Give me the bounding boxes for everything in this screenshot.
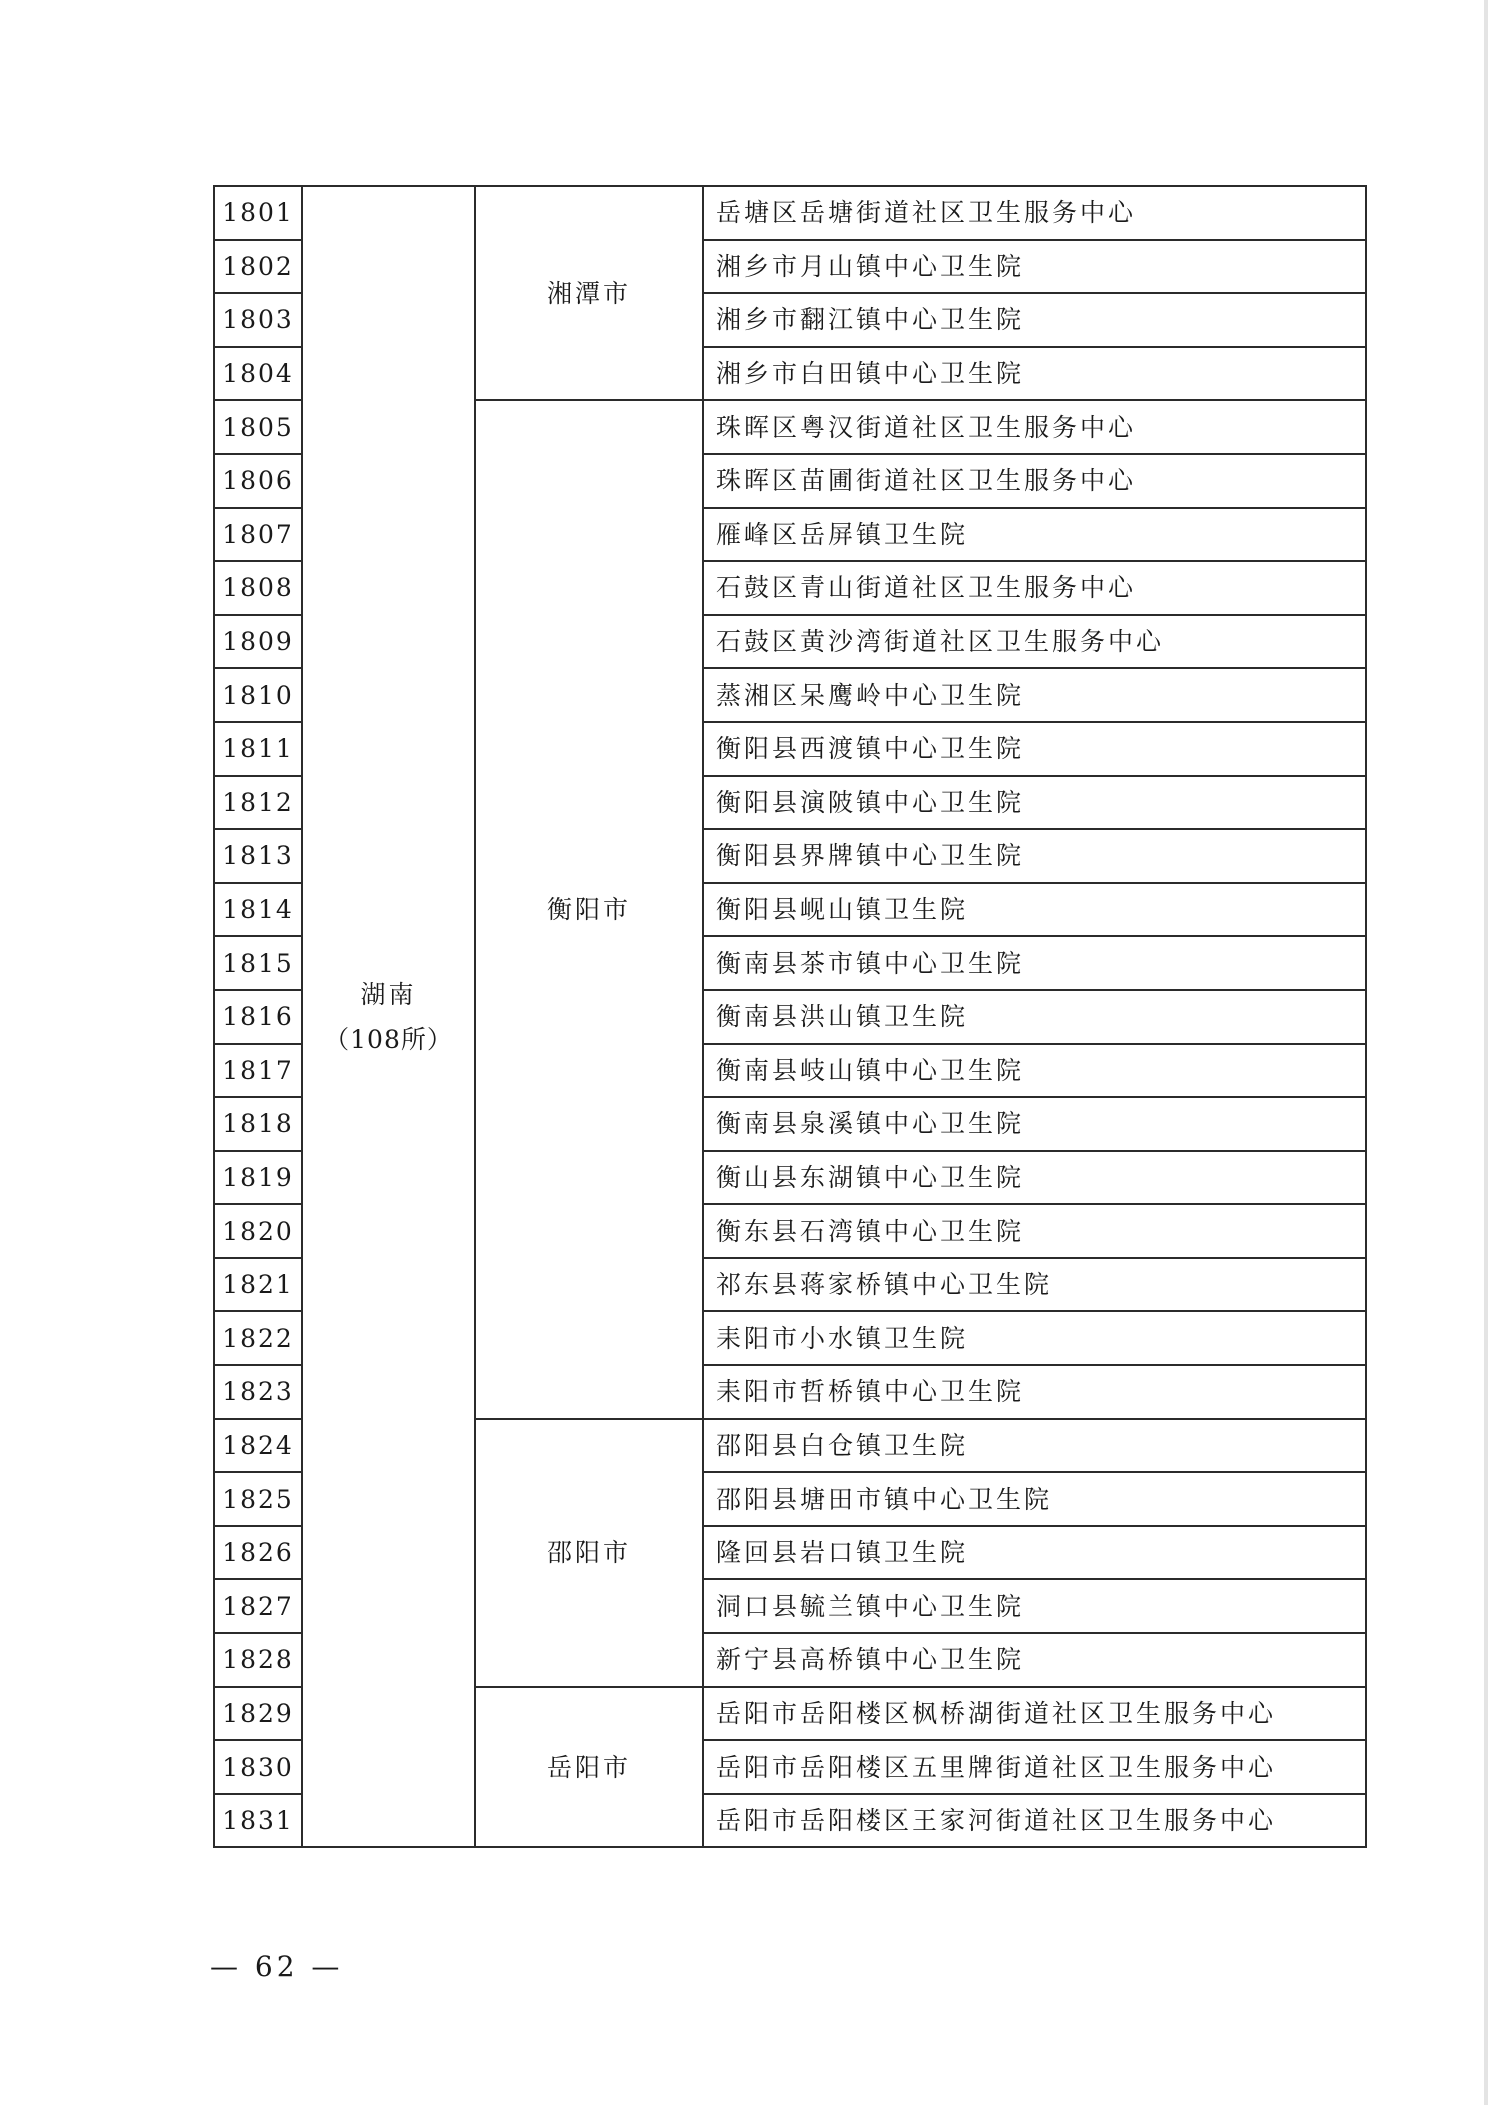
institution-name: 衡南县泉溪镇中心卫生院 — [703, 1097, 1366, 1151]
institution-name: 衡南县洪山镇卫生院 — [703, 990, 1366, 1044]
scan-edge — [1484, 0, 1488, 2105]
institution-name: 洞口县毓兰镇中心卫生院 — [703, 1579, 1366, 1633]
row-number: 1814 — [214, 883, 302, 937]
institution-name: 新宁县高桥镇中心卫生院 — [703, 1633, 1366, 1687]
institution-name: 石鼓区黄沙湾街道社区卫生服务中心 — [703, 615, 1366, 669]
institution-name: 岳塘区岳塘街道社区卫生服务中心 — [703, 186, 1366, 240]
row-number: 1810 — [214, 668, 302, 722]
row-number: 1812 — [214, 776, 302, 830]
institution-name: 邵阳县塘田市镇中心卫生院 — [703, 1472, 1366, 1526]
row-number: 1813 — [214, 829, 302, 883]
row-number: 1804 — [214, 347, 302, 401]
row-number: 1802 — [214, 240, 302, 294]
province-cell — [302, 186, 475, 1847]
row-number: 1820 — [214, 1204, 302, 1258]
row-number: 1829 — [214, 1687, 302, 1741]
row-number: 1817 — [214, 1044, 302, 1098]
institution-name: 湘乡市月山镇中心卫生院 — [703, 240, 1366, 294]
institution-name: 石鼓区青山街道社区卫生服务中心 — [703, 561, 1366, 615]
institution-name: 衡南县茶市镇中心卫生院 — [703, 936, 1366, 990]
city-name: 衡阳市 — [546, 895, 631, 925]
row-number: 1828 — [214, 1633, 302, 1687]
province-count: （108所） — [324, 1024, 453, 1054]
province-name: 湖南 — [360, 979, 417, 1009]
row-number: 1805 — [214, 400, 302, 454]
institution-name: 珠晖区苗圃街道社区卫生服务中心 — [703, 454, 1366, 508]
institution-name: 岳阳市岳阳楼区五里牌街道社区卫生服务中心 — [703, 1740, 1366, 1794]
row-number: 1818 — [214, 1097, 302, 1151]
row-number: 1801 — [214, 186, 302, 240]
institution-name: 雁峰区岳屏镇卫生院 — [703, 508, 1366, 562]
institution-name: 湘乡市白田镇中心卫生院 — [703, 347, 1366, 401]
institution-name: 珠晖区粤汉街道社区卫生服务中心 — [703, 400, 1366, 454]
row-number: 1821 — [214, 1258, 302, 1312]
table-body — [214, 186, 1366, 1847]
city-cell — [475, 1687, 703, 1848]
row-number: 1824 — [214, 1419, 302, 1473]
row-number: 1807 — [214, 508, 302, 562]
row-number: 1823 — [214, 1365, 302, 1419]
row-number: 1803 — [214, 293, 302, 347]
row-number: 1808 — [214, 561, 302, 615]
row-number: 1830 — [214, 1740, 302, 1794]
institution-name: 岳阳市岳阳楼区枫桥湖街道社区卫生服务中心 — [703, 1687, 1366, 1741]
row-number: 1806 — [214, 454, 302, 508]
row-number: 1827 — [214, 1579, 302, 1633]
institution-name: 邵阳县白仓镇卫生院 — [703, 1419, 1366, 1473]
city-name: 湘潭市 — [546, 278, 631, 308]
city-cell — [475, 1419, 703, 1687]
institution-name: 衡东县石湾镇中心卫生院 — [703, 1204, 1366, 1258]
institution-name: 耒阳市哲桥镇中心卫生院 — [703, 1365, 1366, 1419]
table-row — [214, 186, 1366, 240]
institution-name: 祁东县蒋家桥镇中心卫生院 — [703, 1258, 1366, 1312]
row-number: 1811 — [214, 722, 302, 776]
institution-name: 衡阳县界牌镇中心卫生院 — [703, 829, 1366, 883]
row-number: 1816 — [214, 990, 302, 1044]
row-number: 1819 — [214, 1151, 302, 1205]
city-name: 邵阳市 — [546, 1538, 631, 1568]
row-number: 1825 — [214, 1472, 302, 1526]
institution-name: 衡南县岐山镇中心卫生院 — [703, 1044, 1366, 1098]
institution-name: 隆回县岩口镇卫生院 — [703, 1526, 1366, 1580]
row-number: 1826 — [214, 1526, 302, 1580]
row-number: 1809 — [214, 615, 302, 669]
institution-name: 衡阳县西渡镇中心卫生院 — [703, 722, 1366, 776]
institution-name: 岳阳市岳阳楼区王家河街道社区卫生服务中心 — [703, 1794, 1366, 1848]
institution-name: 耒阳市小水镇卫生院 — [703, 1311, 1366, 1365]
city-cell — [475, 186, 703, 400]
institution-name: 湘乡市翻江镇中心卫生院 — [703, 293, 1366, 347]
city-name: 岳阳市 — [546, 1752, 631, 1782]
row-number: 1822 — [214, 1311, 302, 1365]
row-number: 1831 — [214, 1794, 302, 1848]
institution-name: 衡阳县岘山镇卫生院 — [703, 883, 1366, 937]
row-number: 1815 — [214, 936, 302, 990]
institution-name: 蒸湘区呆鹰岭中心卫生院 — [703, 668, 1366, 722]
city-cell — [475, 400, 703, 1418]
institution-name: 衡山县东湖镇中心卫生院 — [703, 1151, 1366, 1205]
institution-name: 衡阳县演陂镇中心卫生院 — [703, 776, 1366, 830]
page-number: — 62 — — [210, 1950, 344, 1983]
institution-table — [213, 185, 1367, 1848]
